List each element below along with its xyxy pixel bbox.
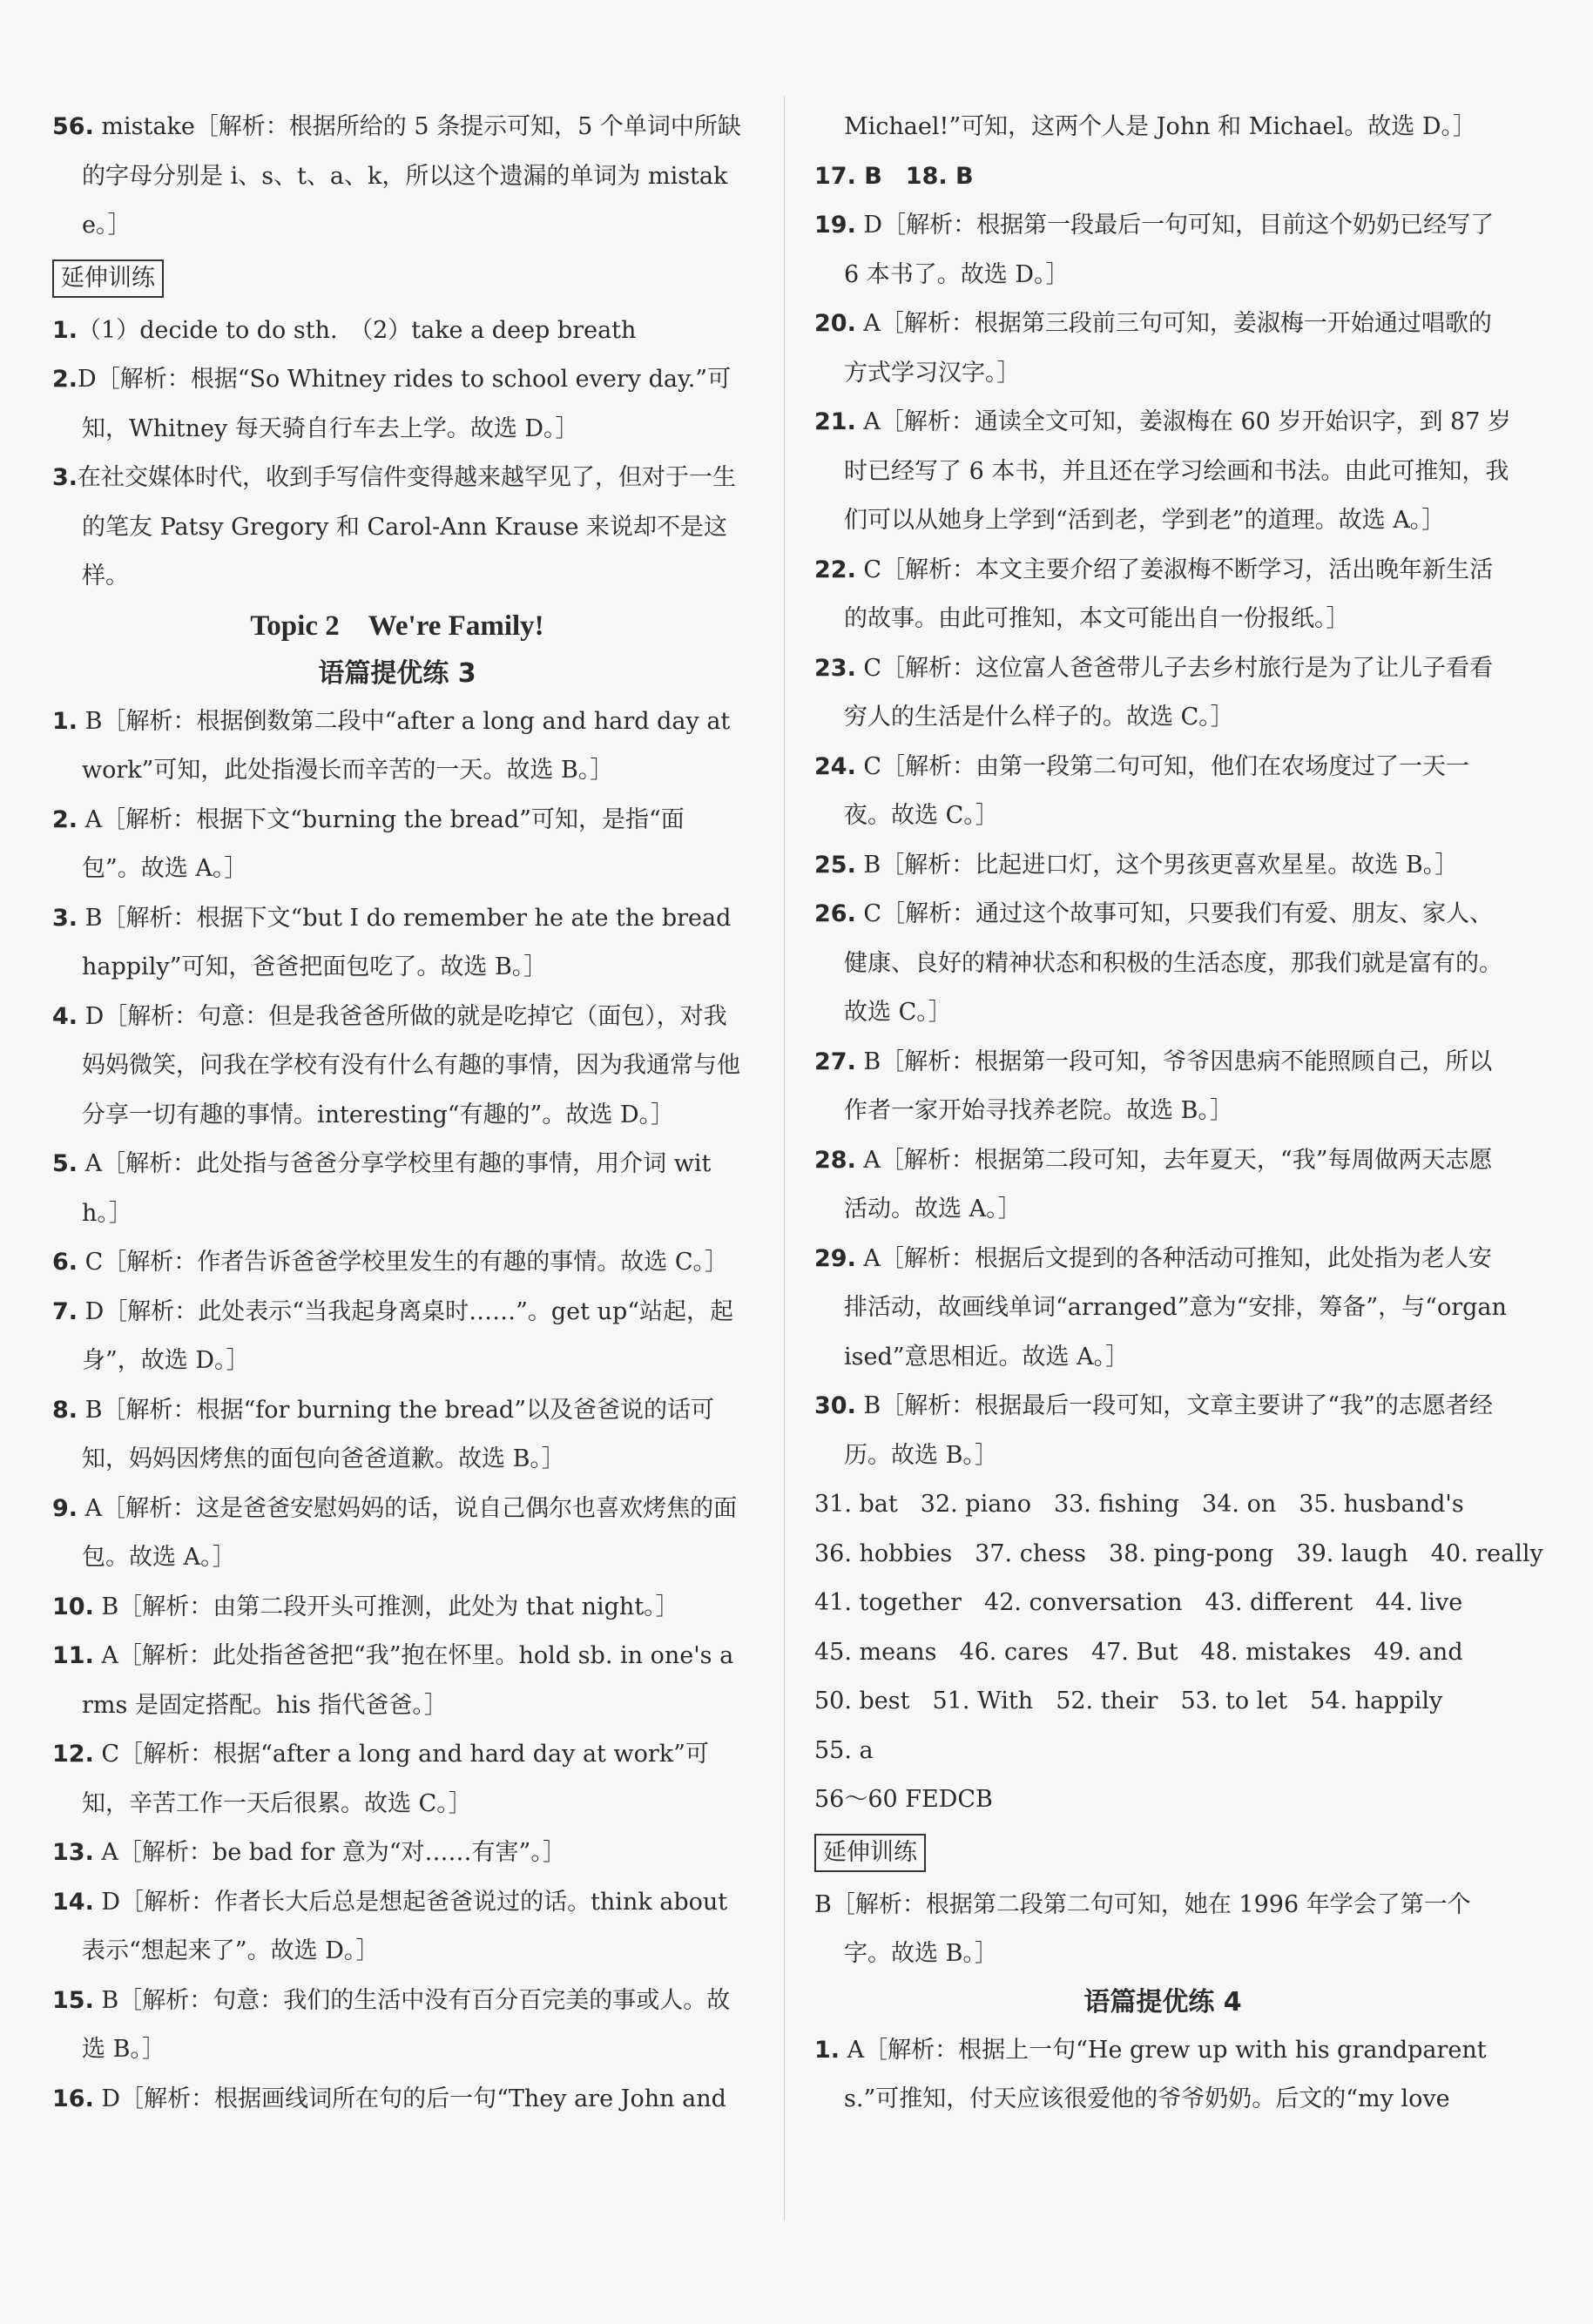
answer-cell: 53. to let (1180, 1687, 1288, 1714)
answer-row (814, 1775, 1511, 1825)
item-number: 21. (814, 408, 856, 435)
answer-item (52, 1238, 742, 1288)
answer-item (814, 1235, 1511, 1383)
item-number: 29. (814, 1244, 856, 1272)
answer-cell: 36. hobbies (814, 1539, 953, 1567)
answer-cell: 34. on (1202, 1491, 1277, 1518)
item-text: D［解析：根据“So Whitney rides to school every day.”可知，Whitney 每天骑自行车去上学。故选 D。］ (78, 366, 732, 442)
item-number: 6. (52, 1249, 78, 1276)
item-number: 20. (814, 310, 856, 337)
answer-cell: 37. chess (975, 1539, 1086, 1567)
item-text: B［解析：句意：我们的生活中没有百分百完美的事或人。故选 B。］ (82, 1986, 731, 2063)
answer-row (814, 1480, 1511, 1530)
answer-cell: 32. piano (920, 1491, 1031, 1518)
answer-item (52, 796, 742, 894)
item-number: 2. (52, 366, 78, 393)
answer-item (52, 1386, 742, 1485)
answer-item (814, 743, 1511, 841)
answer-row (814, 1579, 1511, 1628)
answer-item (814, 201, 1511, 300)
item-text: B［解析：根据“for burning the bread”以及爸爸说的话可知，妈妈因烤焦的面包向爸爸道歉。故选 B。］ (78, 1396, 715, 1472)
answer-item (52, 2075, 742, 2125)
answer-item (814, 300, 1511, 398)
answer-cell: 33. fishing (1053, 1491, 1180, 1518)
topic-title: Topic 2 We're Family! (250, 610, 544, 642)
extension-training-tag: 延伸训练 (52, 259, 164, 298)
item-number: 2. (52, 805, 78, 833)
answer-item (52, 1583, 742, 1633)
answer-cell: 49. and (1374, 1638, 1463, 1666)
item-number: 3. (52, 904, 78, 932)
answer-cell: 48. mistakes (1200, 1638, 1352, 1666)
answer-item (52, 697, 742, 796)
item-number: 27. (814, 1047, 856, 1075)
item-text: C［解析：作者告诉爸爸学校里发生的有趣的事情。故选 C。］ (78, 1249, 729, 1276)
item-number: 26. (814, 900, 856, 927)
item-text: A［解析：根据后文提到的各种活动可推知，此处指为老人安排活动，故画线单词“arranged”意为“安排，筹备”，与“organised”意思相近。故选 A。］ (844, 1244, 1507, 1371)
answer-item (814, 1382, 1511, 1480)
item-text: A［解析：be bad for 意为“对……有害”。］ (93, 1839, 566, 1866)
answer-item (814, 841, 1511, 891)
item-number: 22. (814, 556, 856, 583)
answer-item (814, 1038, 1511, 1136)
answer-cell: 46. cares (959, 1638, 1069, 1666)
answer-item (814, 890, 1511, 1038)
item-number: 1. (52, 316, 78, 344)
item-text: C［解析：由第一段第二句可知，他们在农场度过了一天一夜。故选 C。］ (844, 752, 1470, 829)
answer-continuation: Michael!”可知，这两个人是 John 和 Michael。故选 D。］ (844, 113, 1476, 140)
item-number: 16. (52, 2085, 94, 2112)
item-number: 30. (814, 1392, 856, 1419)
answer-item (814, 546, 1511, 644)
answer-item (814, 2026, 1511, 2125)
item-text: A［解析：根据上一句“He grew up with his grandparents.”可推知，付天应该很爱他的爷爷奶奶。后文的“my love (840, 2036, 1487, 2112)
item-number: 3. (52, 464, 78, 491)
extension-training-tag: 延伸训练 (814, 1834, 926, 1872)
item-text: D［解析：根据第一段最后一句可知，目前这个奶奶已经写了 6 本书了。故选 D。］ (844, 212, 1495, 288)
item-text: B［解析：根据最后一段可知，文章主要讲了“我”的志愿者经历。故选 B。］ (844, 1392, 1493, 1469)
answer-item (52, 1140, 742, 1238)
item-number: 19. (814, 212, 856, 239)
item-text: B［解析：根据下文“but I do remember he ate the bread happily”可知，爸爸把面包吃了。故选 B。］ (78, 904, 732, 980)
answer-item (52, 103, 742, 251)
item-text: 在社交媒体时代，收到手写信件变得越来越罕见了，但对于一生的笔友 Patsy Gregory 和 Carol-Ann Krause 来说却不是这样。 (78, 464, 737, 589)
column-divider (784, 96, 785, 2220)
answer-cell: 44. live (1375, 1589, 1463, 1616)
item-number: 8. (52, 1396, 78, 1424)
item-text: D［解析：句意：但是我爸爸所做的就是吃掉它（面包），对我妈妈微笑，问我在学校有没有什么有趣的事情，因为我通常与他分享一切有趣的事情。interesting“有趣的”。故选 D。］ (78, 1002, 740, 1128)
answer-cell: 54. happily (1310, 1687, 1443, 1714)
item-text: A［解析：此处指与爸爸分享学校里有趣的事情，用介词 with。］ (78, 1150, 712, 1227)
answer-row (814, 1628, 1511, 1678)
answer-item (814, 644, 1511, 743)
item-number: 5. (52, 1150, 78, 1177)
item-text: A［解析：通读全文可知，姜淑梅在 60 岁开始识字，到 87 岁时已经写了 6 本书，并且还在学习绘画和书法。由此可推知，我们可以从她身上学到“活到老，学到老”的道理。故选 A。］ (844, 408, 1511, 534)
item-number: 9. (52, 1494, 78, 1522)
item-text: B［解析：比起进口灯，这个男孩更喜欢星星。故选 B。］ (855, 851, 1459, 879)
item-number: 11. (52, 1642, 94, 1669)
item-text: D［解析：根据画线词所在句的后一句“They are John and (93, 2085, 726, 2112)
answer-cell: 42. conversation (984, 1589, 1183, 1616)
answer-item (52, 306, 742, 356)
answer-cell: 47. But (1090, 1638, 1178, 1666)
item-number: 1. (814, 2036, 840, 2064)
item-number: 4. (52, 1002, 78, 1030)
answer-cell: 38. ping-pong (1108, 1539, 1274, 1567)
answer-item (52, 1878, 742, 1977)
answer-item (52, 1632, 742, 1730)
item-text: A［解析：此处指爸爸把“我”抱在怀里。hold sb. in one's arms 是固定搭配。his 指代爸爸。］ (82, 1642, 734, 1719)
right-column (814, 103, 1543, 2125)
item-text: B［解析：根据倒数第二段中“after a long and hard day at work”可知，此处指漫长而辛苦的一天。故选 B。］ (78, 707, 731, 784)
item-text: D［解析：作者长大后总是想起爸爸说过的话。think about 表示“想起来了”。故选 D。］ (82, 1888, 728, 1964)
item-number: 23. (814, 654, 856, 682)
answer-item (52, 355, 742, 454)
answer-row (814, 1530, 1543, 1580)
item-number: 13. (52, 1839, 94, 1866)
item-text: C［解析：通过这个故事可知，只要我们有爱、朋友、家人、健康、良好的精神状态和积极的生活态度，那我们就是富有的。故选 C。］ (844, 900, 1502, 1026)
answer-item (52, 993, 742, 1141)
item-text: C［解析：本文主要介绍了姜淑梅不断学习，活出晚年新生活的故事。由此可推知，本文可能出自一份报纸。］ (844, 556, 1494, 632)
item-text: B［解析：根据第一段可知，爷爷因患病不能照顾自己，所以作者一家开始寻找养老院。故选 B。］ (844, 1047, 1493, 1124)
item-pair: 17. B 18. B (814, 162, 974, 190)
answer-item (52, 1288, 742, 1386)
section-title: 语篇提优练 4 (1083, 1986, 1242, 2018)
answer-item (52, 1730, 742, 1829)
answer-item (52, 894, 742, 993)
answer-item (814, 152, 1511, 202)
answer-cell: 41. together (814, 1589, 962, 1616)
answer-item (52, 1829, 742, 1878)
answer-cell: 31. bat (814, 1491, 898, 1518)
answer-cell: 39. laugh (1296, 1539, 1408, 1567)
answer-item (814, 398, 1511, 546)
item-text: B［解析：由第二段开头可推测，此处为 that night。］ (93, 1593, 679, 1620)
item-number: 28. (814, 1146, 856, 1174)
item-text: mistake［解析：根据所给的 5 条提示可知，5 个单词中所缺的字母分别是 i、s、t、a、k，所以这个遗漏的单词为 mistake。］ (82, 113, 741, 239)
answer-cell: 45. means (814, 1638, 937, 1666)
answer-row (814, 1727, 1511, 1776)
item-number: 15. (52, 1986, 94, 2014)
answer-cell: 35. husband's (1299, 1491, 1464, 1518)
answer-cell: 52. their (1056, 1687, 1158, 1714)
answer-cell: 43. different (1205, 1589, 1353, 1616)
item-number: 7. (52, 1297, 78, 1325)
item-number: 56. (52, 113, 94, 140)
item-text: A［解析：这是爸爸安慰妈妈的话，说自己偶尔也喜欢烤焦的面包。故选 A。］ (78, 1494, 738, 1571)
item-text: A［解析：根据第三段前三句可知，姜淑梅一开始通过唱歌的方式学习汉字。］ (844, 310, 1492, 387)
section-title: 语篇提优练 3 (318, 657, 476, 689)
answer-item (814, 1136, 1511, 1235)
item-text: D［解析：此处表示“当我起身离桌时……”。get up“站起，起身”，故选 D。］ (78, 1297, 734, 1374)
answer-item (52, 454, 742, 602)
item-text: A［解析：根据下文“burning the bread”可知，是指“面包”。故选 A。］ (78, 805, 685, 882)
item-number: 24. (814, 752, 856, 780)
item-number: 25. (814, 851, 856, 879)
left-column (52, 103, 742, 2124)
answer-item: B［解析：根据第二段第二句可知，她在 1996 年学会了第一个字。故选 B。］ (814, 1890, 1471, 1967)
answer-cell: 56～60 FEDCB (814, 1786, 993, 1813)
answer-cell: 55. a (814, 1736, 874, 1764)
item-number: 10. (52, 1593, 94, 1620)
answer-row (814, 1677, 1511, 1727)
item-number: 12. (52, 1741, 94, 1768)
item-number: 1. (52, 707, 78, 735)
item-text: （1）decide to do sth. （2）take a deep breath (78, 316, 637, 344)
answer-cell: 40. really (1430, 1539, 1543, 1567)
answer-cell: 51. With (932, 1687, 1034, 1714)
item-text: C［解析：这位富人爸爸带儿子去乡村旅行是为了让儿子看看穷人的生活是什么样子的。故选 C。］ (844, 654, 1494, 731)
answer-item (52, 1977, 742, 2075)
item-text: C［解析：根据“after a long and hard day at work”可知，辛苦工作一天后很累。故选 C。］ (82, 1741, 709, 1817)
item-number: 14. (52, 1888, 94, 1916)
answer-cell: 50. best (814, 1687, 910, 1714)
answer-item (52, 1485, 742, 1583)
item-text: A［解析：根据第二段可知，去年夏天，“我”每周做两天志愿活动。故选 A。］ (844, 1146, 1493, 1223)
